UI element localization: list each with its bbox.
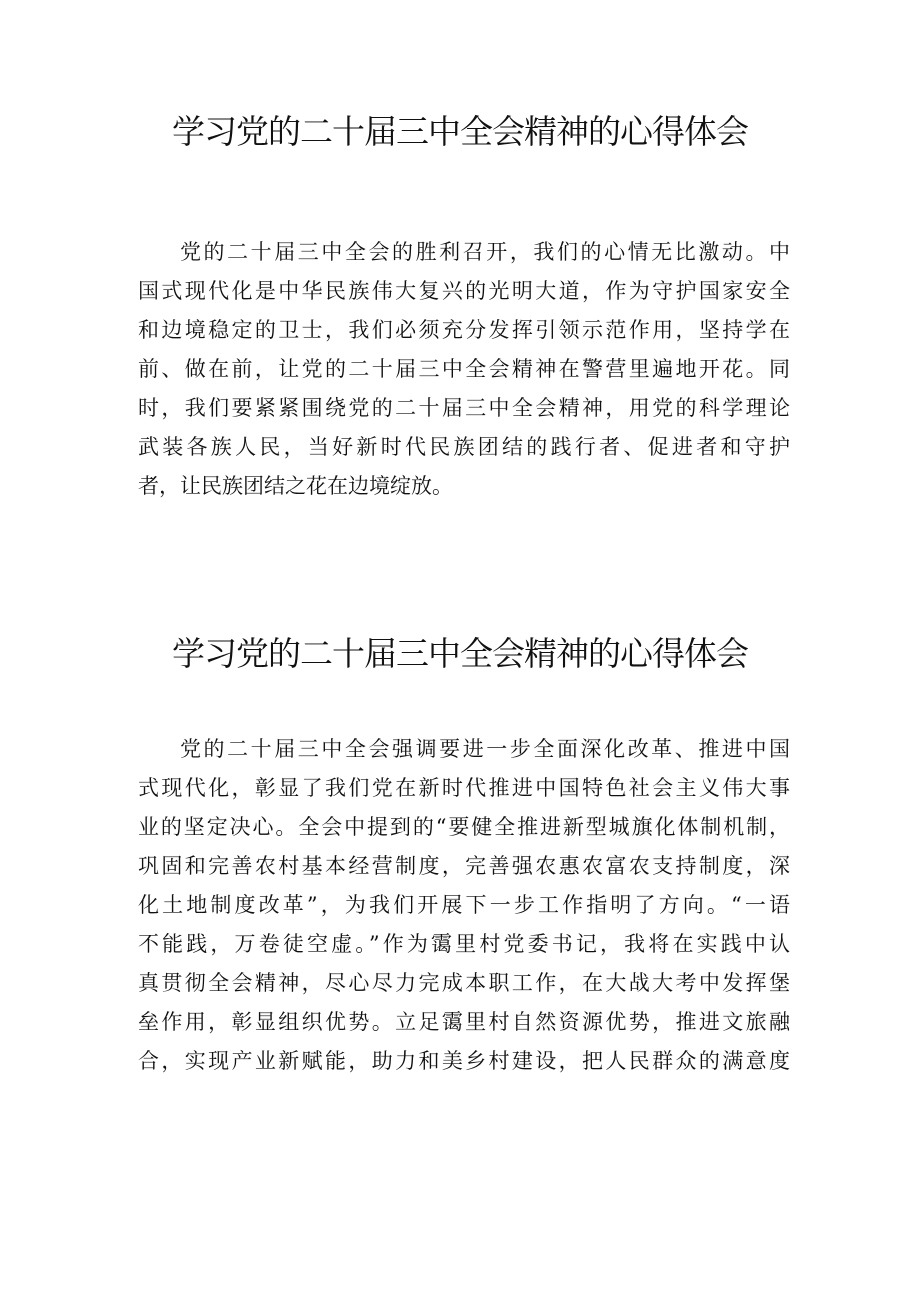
paragraph-line: 不能践，万卷徒空虚。”作为霭里村党委书记，我将在实践中认 [138, 932, 790, 956]
paragraph-line: 真贯彻全会精神，尽心尽力完成本职工作，在大战大考中发挥堡 [138, 971, 790, 995]
section-title-1: 学习党的二十届三中全会精神的心得体会 [172, 112, 748, 151]
paragraph-line: 时，我们要紧紧围绕党的二十届三中全会精神，用党的科学理论 [138, 396, 790, 420]
paragraph-line: 党的二十届三中全会强调要进一步全面深化改革、推进中国 [180, 737, 790, 761]
paragraph-line: 化土地制度改革”，为我们开展下一步工作指明了方向。“一语 [138, 893, 790, 917]
section-paragraph-2 [138, 730, 790, 1081]
paragraph-line: 党的二十届三中全会的胜利召开，我们的心情无比激动。中 [180, 240, 790, 264]
section-title-2: 学习党的二十届三中全会精神的心得体会 [172, 634, 748, 673]
paragraph-line: 前、做在前，让党的二十届三中全会精神在警营里遍地开花。同 [138, 357, 790, 381]
paragraph-line: 国式现代化是中华民族伟大复兴的光明大道，作为守护国家安全 [138, 279, 790, 303]
section-paragraph-1 [138, 233, 790, 506]
paragraph-line: 垒作用，彰显组织优势。立足霭里村自然资源优势，推进文旅融 [138, 1010, 790, 1034]
paragraph-line: 合，实现产业新赋能，助力和美乡村建设，把人民群众的满意度 [138, 1049, 790, 1073]
paragraph-line: 业的坚定决心。全会中提到的“要健全推进新型城旗化体制机制， [138, 815, 790, 839]
paragraph-line: 巩固和完善农村基本经营制度，完善强农惠农富农支持制度，深 [138, 854, 790, 878]
paragraph-line: 和边境稳定的卫士，我们必须充分发挥引领示范作用，坚持学在 [138, 318, 790, 342]
paragraph-line: 者，让民族团结之花在边境绽放。 [138, 474, 453, 498]
paragraph-line: 武装各族人民，当好新时代民族团结的践行者、促进者和守护 [138, 435, 790, 459]
paragraph-line: 式现代化，彰显了我们党在新时代推进中国特色社会主义伟大事 [138, 776, 790, 800]
